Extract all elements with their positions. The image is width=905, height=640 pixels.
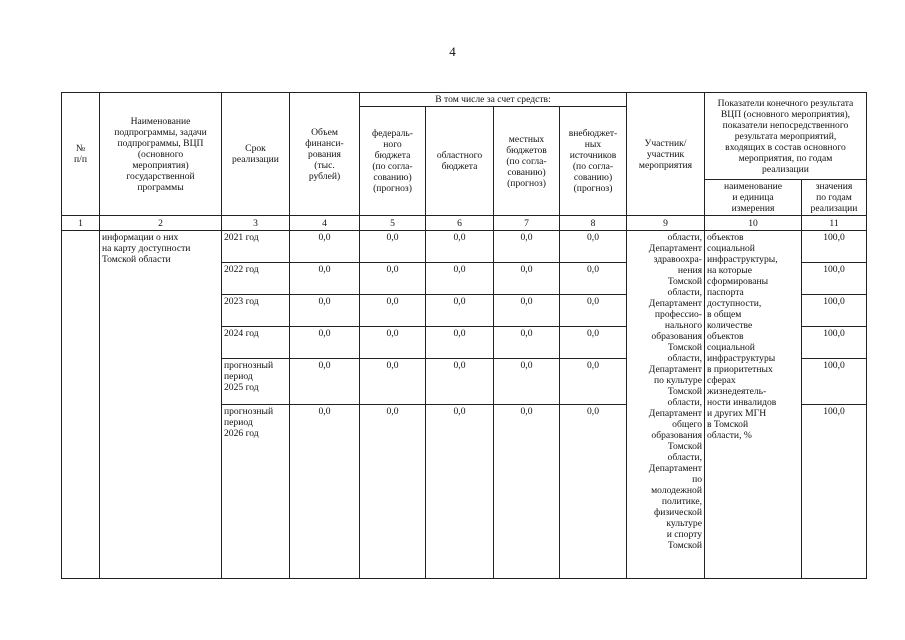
column-number: 5 [360, 216, 426, 231]
indicator-value-cell: 100,0 [802, 327, 867, 359]
extra-cell: 0,0 [560, 327, 627, 359]
participant-cell: области, Департамент здравоохра- нения Томской области, Департамент профессио- нального образования Томской области, Департамент по культуре Томской области, Департамент общего образования Томской области, Департамент по молодежной политике, физической культуре и спорту Томской [627, 231, 705, 579]
period-cell: прогнозный период 2026 год [222, 405, 290, 579]
indicator-value-cell: 100,0 [802, 231, 867, 263]
extra-cell: 0,0 [560, 263, 627, 295]
indicator-value-cell: 100,0 [802, 359, 867, 405]
column-number: 8 [560, 216, 627, 231]
extra-cell: 0,0 [560, 405, 627, 579]
federal-cell: 0,0 [360, 231, 426, 263]
local-cell: 0,0 [494, 231, 560, 263]
period-cell: 2023 год [222, 295, 290, 327]
indicator-name-cell: объектов социальной инфраструктуры, на которые сформированы паспорта доступности, в общем количестве объектов социальной инфраструктуры в приоритетных сферах жизнедеятель- ности инвалидов и других МГН в Томской области, % [705, 231, 802, 579]
column-number: 4 [290, 216, 360, 231]
regional-cell: 0,0 [426, 295, 494, 327]
column-number: 1 [62, 216, 100, 231]
page-number: 4 [449, 44, 456, 59]
federal-cell: 0,0 [360, 405, 426, 579]
extra-cell: 0,0 [560, 295, 627, 327]
header-name: Наименование подпрограммы, задачи подпрограммы, ВЦП (основного мероприятия) государственной программы [100, 93, 222, 216]
federal-cell: 0,0 [360, 295, 426, 327]
header-indicator-name: наименование и единица измерения [705, 180, 802, 216]
regional-cell: 0,0 [426, 405, 494, 579]
extra-cell: 0,0 [560, 359, 627, 405]
total-cell: 0,0 [290, 327, 360, 359]
extra-cell: 0,0 [560, 231, 627, 263]
header-total-funding: Объем финанси- рования (тыс. рублей) [290, 93, 360, 216]
activity-name: информации о них на карту доступности Томской области [100, 231, 222, 579]
header-participant: Участник/ участник мероприятия [627, 93, 705, 216]
regional-cell: 0,0 [426, 231, 494, 263]
header-indicator-value: значения по годам реализации [802, 180, 867, 216]
column-number: 7 [494, 216, 560, 231]
federal-cell: 0,0 [360, 359, 426, 405]
regional-cell: 0,0 [426, 359, 494, 405]
table-row [62, 231, 867, 263]
column-number: 3 [222, 216, 290, 231]
program-table [61, 92, 867, 579]
column-number: 2 [100, 216, 222, 231]
indicator-value-cell: 100,0 [802, 405, 867, 579]
header-local: местных бюджетов (по согла- сованию) (прогноз) [494, 107, 560, 216]
local-cell: 0,0 [494, 295, 560, 327]
header-indicators-group: Показатели конечного результата ВЦП (основного мероприятия), показатели непосредственного результата мероприятий, входящих в состав основного мероприятия, по годам реализации [705, 93, 867, 180]
column-number: 9 [627, 216, 705, 231]
column-number: 10 [705, 216, 802, 231]
column-number: 11 [802, 216, 867, 231]
total-cell: 0,0 [290, 263, 360, 295]
indicator-value-cell: 100,0 [802, 295, 867, 327]
period-cell: 2022 год [222, 263, 290, 295]
total-cell: 0,0 [290, 359, 360, 405]
regional-cell: 0,0 [426, 327, 494, 359]
column-number-row [62, 216, 867, 231]
local-cell: 0,0 [494, 405, 560, 579]
period-cell: прогнозный период 2025 год [222, 359, 290, 405]
federal-cell: 0,0 [360, 327, 426, 359]
header-period: Срок реализации [222, 93, 290, 216]
header-regional: областного бюджета [426, 107, 494, 216]
federal-cell: 0,0 [360, 263, 426, 295]
total-cell: 0,0 [290, 405, 360, 579]
period-cell: 2021 год [222, 231, 290, 263]
header-number: № п/п [62, 93, 100, 216]
header-funds-group: В том числе за счет средств: [360, 93, 627, 107]
total-cell: 0,0 [290, 295, 360, 327]
header-row-1 [62, 93, 867, 107]
header-federal: федераль- ного бюджета (по согла- сованию) (прогноз) [360, 107, 426, 216]
column-number: 6 [426, 216, 494, 231]
header-extra: внебюджет- ных источников (по согла- сованию) (прогноз) [560, 107, 627, 216]
period-cell: 2024 год [222, 327, 290, 359]
local-cell: 0,0 [494, 263, 560, 295]
local-cell: 0,0 [494, 359, 560, 405]
row-number-cell [62, 231, 100, 579]
indicator-value-cell: 100,0 [802, 263, 867, 295]
regional-cell: 0,0 [426, 263, 494, 295]
local-cell: 0,0 [494, 327, 560, 359]
total-cell: 0,0 [290, 231, 360, 263]
